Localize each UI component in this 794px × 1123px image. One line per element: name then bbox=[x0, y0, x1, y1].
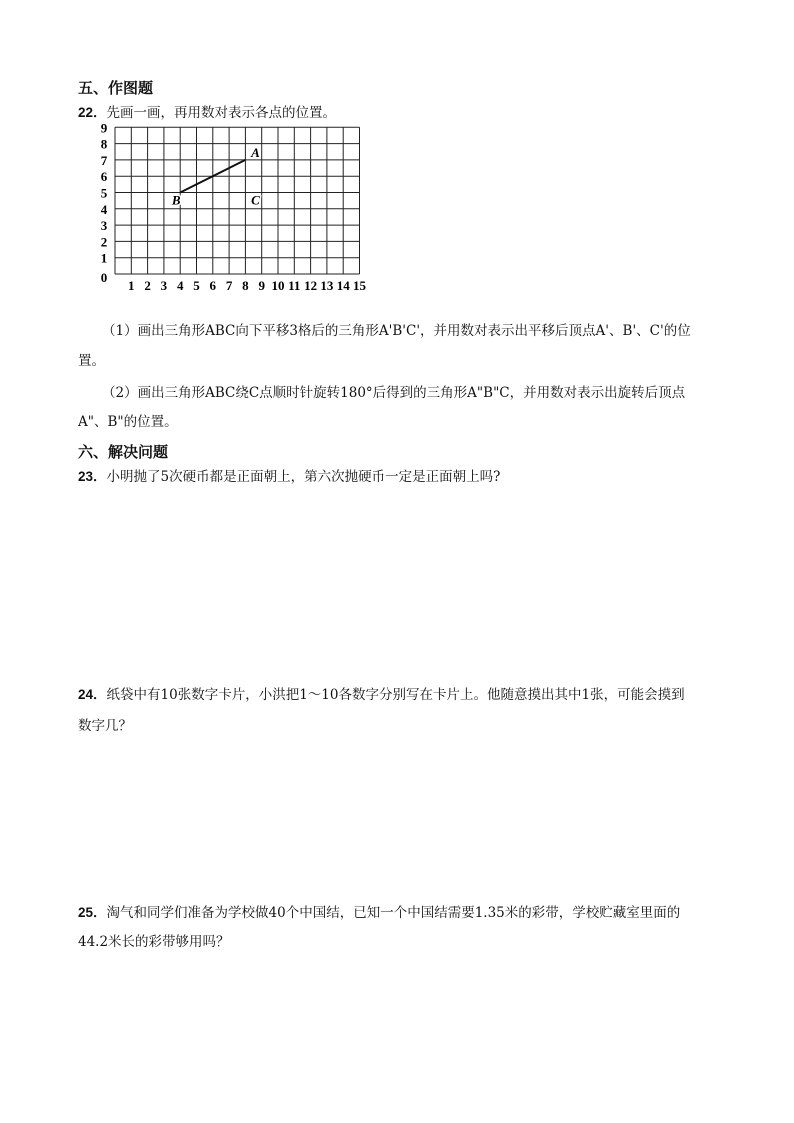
question-number: 25． bbox=[78, 905, 107, 920]
question-number: 24． bbox=[78, 687, 107, 702]
y-tick-label: 0 bbox=[100, 270, 108, 285]
question-number: 23． bbox=[78, 469, 107, 484]
y-tick-label: 2 bbox=[100, 234, 108, 250]
x-tick-label: 8 bbox=[242, 278, 249, 293]
sub-question-1-line2: 置。 bbox=[78, 353, 105, 369]
x-tick-label: 1 bbox=[128, 278, 135, 293]
section-5-title: 五、作图题 bbox=[78, 79, 154, 97]
y-tick-label: 5 bbox=[100, 185, 108, 201]
question-text: 先画一画，再用数对表示各点的位置。 bbox=[106, 105, 337, 121]
coordinate-grid bbox=[90, 120, 380, 310]
point-label-b: B bbox=[171, 192, 181, 208]
y-tick-label: 1 bbox=[100, 250, 108, 266]
question-23 bbox=[78, 468, 500, 486]
question-22 bbox=[78, 104, 336, 122]
x-tick-label: 5 bbox=[193, 278, 200, 293]
section-6-title: 六、解决问题 bbox=[78, 443, 169, 461]
x-tick-label: 7 bbox=[225, 278, 233, 293]
x-tick-label: 4 bbox=[176, 278, 184, 293]
x-tick-label: 15 bbox=[353, 278, 366, 293]
question-24-line2: 数字几？ bbox=[78, 718, 132, 734]
y-tick-label: 7 bbox=[100, 152, 108, 168]
sub-question-2-line2: A"、B"的位置。 bbox=[78, 414, 178, 430]
y-tick-label: 4 bbox=[100, 201, 108, 217]
x-tick-label: 6 bbox=[209, 278, 217, 293]
question-text: 淘气和同学们准备为学校做40个中国结，已知一个中国结需要1.35米的彩带，学校贮藏室里面的 bbox=[106, 905, 681, 921]
question-25-line2: 44.2米长的彩带够用吗？ bbox=[78, 934, 230, 950]
y-tick-label: 8 bbox=[100, 136, 108, 152]
x-tick-label: 10 bbox=[271, 278, 285, 293]
question-number: 22． bbox=[78, 105, 107, 120]
question-text: 纸袋中有10张数字卡片，小洪把1～10各数字分别写在卡片上。他随意摸出其中1张，可能会摸到 bbox=[106, 687, 685, 703]
y-tick-label: 3 bbox=[100, 218, 108, 234]
sub-question-1-line1: （1）画出三角形ABC向下平移3格后的三角形A'B'C'，并用数对表示出平移后顶点A'、B'、C'的位 bbox=[102, 323, 691, 339]
question-24-line1 bbox=[78, 686, 685, 704]
x-tick-label: 14 bbox=[336, 278, 350, 293]
y-tick-label: 9 bbox=[100, 120, 108, 136]
x-tick-label: 13 bbox=[320, 278, 334, 293]
x-tick-label: 9 bbox=[258, 278, 265, 293]
question-25-line1 bbox=[78, 904, 680, 922]
point-label-a: A bbox=[251, 144, 260, 160]
x-tick-label: 11 bbox=[288, 278, 301, 293]
sub-question-2-line1: （2）画出三角形ABC绕C点顺时针旋转180°后得到的三角形A"B"C，并用数对表示出旋转后顶点 bbox=[102, 385, 686, 401]
point-label-c: C bbox=[251, 192, 260, 208]
x-tick-label: 2 bbox=[144, 278, 151, 293]
x-tick-label: 3 bbox=[160, 278, 168, 293]
y-tick-label: 6 bbox=[100, 169, 108, 185]
question-text: 小明抛了5次硬币都是正面朝上，第六次抛硬币一定是正面朝上吗? bbox=[106, 469, 501, 485]
x-tick-label: 12 bbox=[304, 278, 318, 293]
